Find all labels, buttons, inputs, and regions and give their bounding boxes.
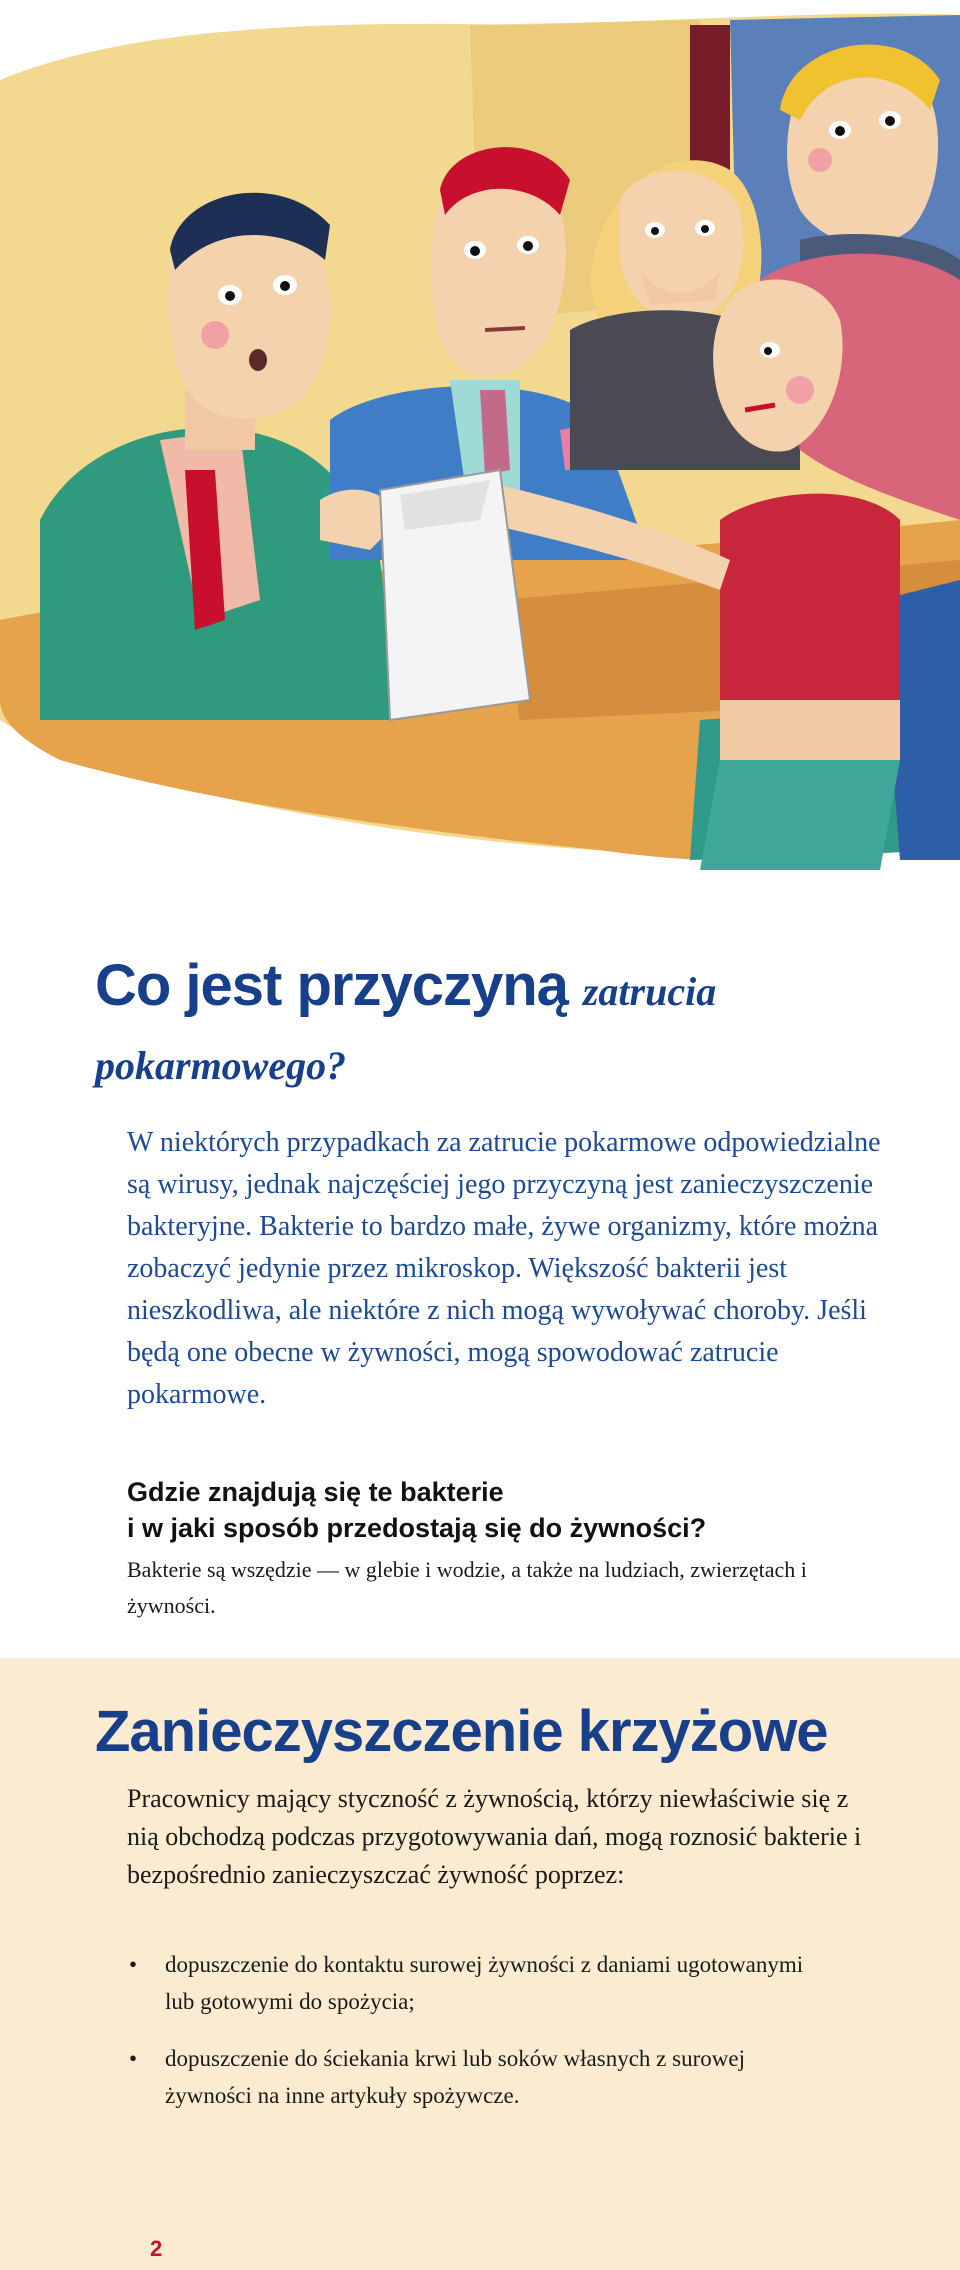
- section-food-poisoning: [0, 950, 960, 1624]
- page-number: 2: [150, 2236, 163, 2261]
- list-item: [127, 2040, 827, 2114]
- subheading: [127, 1474, 887, 1546]
- section-cross-contamination: [0, 1658, 960, 2270]
- subheading-line-2: i w jaki sposób przedostają się do żywności?: [127, 1513, 707, 1543]
- title-bold-part: Co jest przyczyną: [95, 953, 568, 1018]
- cross-contamination-paragraph: Pracownicy mający styczność z żywnością, którzy niewłaściwie się z nią obchodzą podczas przygotowywania dań, mogą roznosić bakterie i bezpośrednio zanieczyszczać żywność poprzez:: [127, 1784, 862, 1889]
- office-scene-illustration: [0, 0, 960, 880]
- section-title: Zanieczyszczenie krzyżowe: [95, 1699, 828, 1764]
- list-item-text: dopuszczenie do kontaktu surowej żywności z daniami ugotowanymi lub gotowymi do spożycia;: [165, 1952, 804, 2014]
- sub-paragraph: Bakterie są wszędzie — w glebie i wodzie, a także na ludziach, zwierzętach i żywności.: [127, 1557, 807, 1618]
- page-title: [95, 950, 895, 1104]
- bullet-list: [127, 1946, 827, 2134]
- intro-paragraph: W niektórych przypadkach za zatrucie pokarmowe odpowiedzialne są wirusy, jednak najczęściej jego przyczyną jest zanieczyszczenie bakteryjne. Bakterie to bardzo małe, żywe organizmy, które można zobaczyć jedynie przez mikroskop. Większość bakterii jest nieszkodliwa, ale niektóre z nich mogą wywoływać choroby. Jeśli będą one obecne w żywności, mogą spowodować zatrucie pokarmowe.: [127, 1127, 881, 1410]
- list-item-text: dopuszczenie do ściekania krwi lub soków własnych z surowej żywności na inne artykuły spożywcze.: [165, 2046, 745, 2108]
- bullet-icon: •: [129, 2046, 138, 2071]
- title-italic-part: zatrucia pokarmowego?: [95, 969, 717, 1088]
- list-item: [127, 1946, 827, 2020]
- bullet-icon: •: [129, 1952, 138, 1977]
- subheading-line-1: Gdzie znajdują się te bakterie: [127, 1477, 504, 1507]
